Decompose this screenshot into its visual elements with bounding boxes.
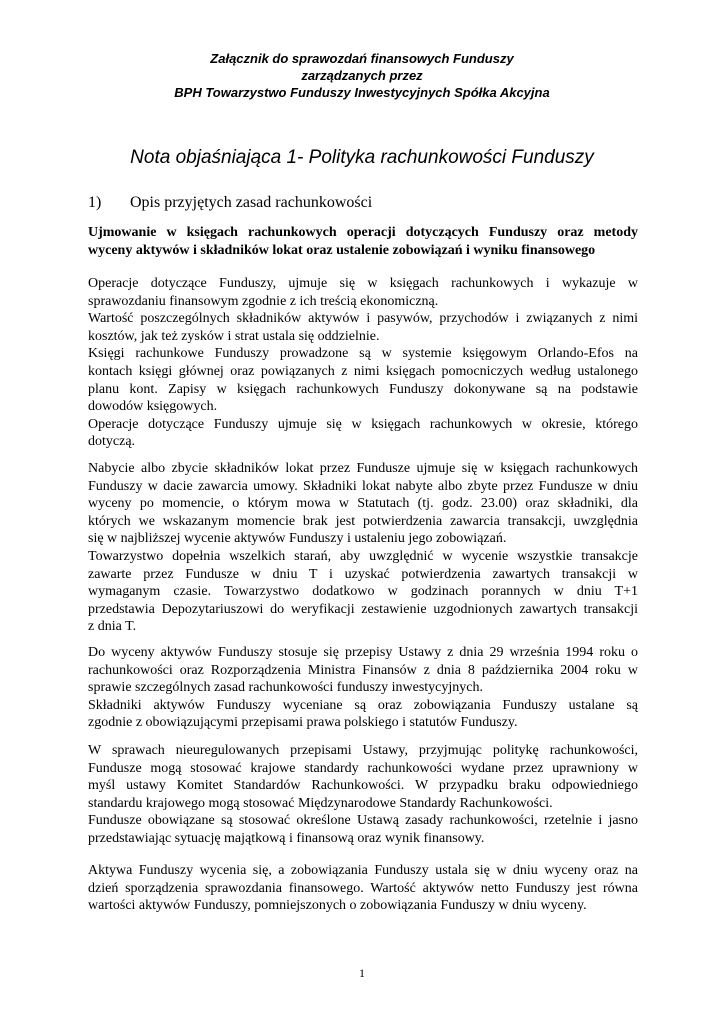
text-line: kosztów, jak też zysków i strat ustala się oddzielnie.	[88, 328, 380, 344]
text-line: Fundusze obowiązane są stosować określone Ustawą zasady rachunkowości, rzetelnie i jasno	[88, 813, 638, 829]
section-heading	[88, 193, 372, 213]
text-line: Nabycie albo zbycie składników lokat przez Fundusze ujmuje się w księgach rachunkowych	[88, 461, 638, 476]
text-line: się w najbliższej wycenie aktywów Funduszy i ustaleniu jego zobowiązań.	[88, 531, 507, 547]
section-title: Opis przyjętych zasad rachunkowości	[130, 194, 373, 211]
header-line-2: zarządzanych przez	[301, 68, 423, 83]
text-line: Księgi rachunkowe Funduszy prowadzone są w systemie księgowym Orlando-Efos na	[88, 346, 638, 362]
text-line: sprawie szczególnych zasad rachunkowości funduszy inwestycyjnych.	[88, 680, 483, 696]
paragraph-transactions	[88, 460, 638, 636]
text-line: Towarzystwo dopełnia wszelkich starań, aby uwzględnić w wycenie wszystkie transakcje	[88, 548, 638, 564]
header-line-1: Załącznik do sprawozdań finansowych Funduszy	[210, 51, 514, 66]
page-number: 1	[359, 966, 365, 980]
text-line: Do wyceny aktywów Funduszy stosuje się przepisy Ustawy z dnia 29 września 1994 roku o	[88, 645, 638, 660]
text-line: rachunkowości oraz Rozporządzenia Ministra Finansów z dnia 8 października 2004 roku w	[88, 662, 638, 678]
heading-line: wyceny aktywów i składników lokat oraz ustalenie zobowiązań i wyniku finansowego	[88, 242, 596, 258]
heading-line: Ujmowanie w księgach rachunkowych operacji dotyczących Funduszy oraz metody	[88, 225, 638, 240]
paragraph-net-assets	[88, 862, 638, 915]
text-line: sprawozdaniu finansowym zgodnie z ich treścią ekonomiczną.	[88, 293, 439, 309]
text-line: myśl ustawy Komitet Standardów Rachunkowości. W przypadku braku odpowiedniego	[88, 778, 638, 794]
paragraph-valuation-law	[88, 644, 638, 732]
text-line: dowodów księgowych.	[88, 399, 218, 415]
text-line: kontach księgi głównej oraz powiązanych z nimi księgach pomocniczych według ustalonego	[88, 363, 638, 379]
text-line: dzień sporządzenia sprawozdania finansowego. Wartość aktywów netto Funduszy jest równa	[88, 880, 638, 896]
header-line-3: BPH Towarzystwo Funduszy Inwestycyjnych Spółka Akcyjna	[174, 85, 550, 100]
text-line: przedstawia Depozytariuszowi do weryfikacji zestawienie uzgodnionych zawartych transakcji	[88, 601, 638, 617]
text-line: których we wskazanym momencie brak jest potwierdzenia zawarcia transakcji, uwzględnia	[88, 513, 638, 529]
text-line: Operacje dotyczące Funduszy ujmuje się w księgach rachunkowych w okresie, którego	[88, 416, 638, 432]
text-line: zawarte przez Fundusze w dniu T i uzyskać potwierdzenia zawartych transakcji w	[88, 566, 638, 582]
text-line: Fundusze mogą stosować krajowe standardy rachunkowości wydane przez uprawniony w	[88, 760, 638, 776]
text-line: wymaganym czasie. Towarzystwo dodatkowo w godzinach porannych w dniu T+1	[88, 584, 638, 600]
text-line: Wartość poszczególnych składników aktywów i pasywów, przychodów i związanych z nimi	[88, 311, 638, 327]
paragraph-bookkeeping	[88, 275, 638, 451]
text-line: z dnia T.	[88, 619, 137, 635]
text-line: standardu krajowego mogą stosować Międzynarodowe Standardy Rachunkowości.	[88, 795, 553, 811]
paragraph-standards	[88, 742, 638, 848]
text-line: W sprawach nieuregulowanych przepisami Ustawy, przyjmując politykę rachunkowości,	[88, 743, 638, 758]
text-line: przedstawiając sytuację majątkową i finansową oraz wynik finansowy.	[88, 830, 485, 846]
text-line: dotyczą.	[88, 434, 136, 450]
note-title: Nota objaśniająca 1- Polityka rachunkowości Funduszy	[130, 147, 594, 168]
report-header	[0, 50, 724, 101]
text-line: Składniki aktywów Funduszy wyceniane są oraz zobowiązania Funduszy ustalane są	[88, 697, 638, 713]
text-line: wyceny po momencie, o którym mowa w Statutach (tj. godz. 23.00) oraz składniki, dla	[88, 496, 638, 512]
text-line: Operacje dotyczące Funduszy, ujmuje się w księgach rachunkowych i wykazuje w	[88, 276, 638, 291]
text-line: Funduszy w dacie zawarcia umowy. Składniki lokat nabyte albo zbyte przez Fundusze w dniu	[88, 478, 638, 494]
subsection-heading	[88, 224, 638, 259]
text-line: planu kont. Zapisy w księgach rachunkowych Funduszy dokonywane są na podstawie	[88, 381, 638, 397]
text-line: zgodnie z obowiązującymi przepisami prawa polskiego i statutów Funduszy.	[88, 715, 518, 731]
text-line: Aktywa Funduszy wycenia się, a zobowiązania Funduszy ustala się w dniu wyceny oraz na	[88, 863, 638, 878]
text-line: wartości aktywów Funduszy, pomniejszonych o zobowiązania Funduszy w dniu wyceny.	[88, 898, 587, 914]
section-number: 1)	[88, 194, 102, 211]
